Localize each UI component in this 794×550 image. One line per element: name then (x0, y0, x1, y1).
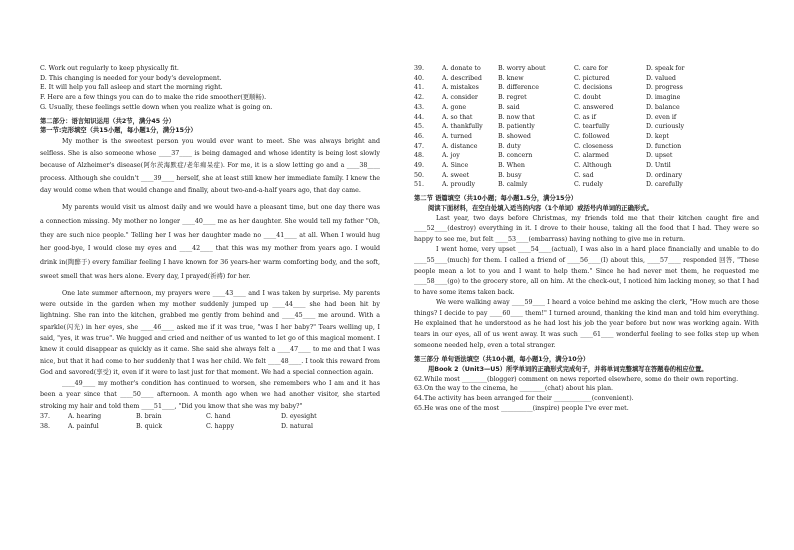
cloze-paragraph-4: ____49____ my mother's condition has continued to worsen, she remembers who I am and it has been a year since that ____50____ afternoon. A month ago when we had another visitor, she started stroking my hair and told them ____51____, "Did you know that she was my baby?" (40, 380, 380, 410)
grammar-item-65: 65.He was one of the most __________(inspire) people I've ever met. (414, 404, 629, 412)
passage-paragraph-2: I went home, very upset ____54____(actual), I was also in a hard place financially and unable to do ____55____(much) for them. I called a friend of ____56____(I) about this, ____57____ responded 回答, "These people mean a lot to you and I want to help them." Since he had never met them, he requested me ____58____(go) to the grocery store, all on him. At the check-out, I noticed him lacking money, so that I had to have some items taken back. (414, 246, 759, 296)
section2-instruction: 阅读下面材料，在空白处填入适当的内容（1个单词）或括号内单词的正确形式。 (428, 204, 653, 212)
passage-paragraph-3: We were walking away ____59____ I heard a voice behind me asking the clerk, "How much are those things? I decide to pay ____60____ them!" I turned around, thanking the kind man and told him everything. He explained that he understood as he had lost his job the year before but now was working again. With tears in our eyes, all of us went away. It was such ____61____ wonderful feeling to see folks step up when someone needed help, even a total stranger. (414, 299, 759, 349)
options-row-39: 39. A. donate to B. worry about C. care for D. speak for (414, 65, 685, 72)
option-c-line: C. Work out regularly to keep physically fit. (40, 65, 179, 72)
options-row-45: 45. A. thankfully B. patiently C. tearfully D. curiously (414, 123, 685, 131)
options-row-44: 44. A. so that B. now that C. as if D. even if (414, 113, 677, 121)
option-d-line: D. This changing is needed for your body's development. (40, 74, 222, 82)
options-row-46: 46. A. turned B. showed C. followed D. kept (414, 132, 669, 140)
cloze-paragraph-2: My parents would visit us almost daily and we would have a pleasant time, but one day there was a connection missing. My mother no longer ____40____ me as her daughter. She would tell my father "Oh, they are such nice people." Telling her I was her daughter made no ____41____ at all. When I would hug her good-bye, I would close my eyes and ____42____ that this was my mother from years ago. I would drink in(陶醉于) every familiar feeling I have known for 36 years-her warm comforting body, and the soft, sweet smell that was hers alone. Every day, I prayed(祈祷) for her. (40, 203, 380, 280)
option-f-line: F. Here are a few things you can do to make the ride smoother(更顺畅). (40, 94, 267, 102)
options-row-41: 41. A. mistakes B. difference C. decisions D. progress (414, 84, 683, 92)
part2-title: 第二部分：语言知识运用（共2节，满分45 分） (40, 117, 175, 125)
passage-paragraph-1: Last year, two days before Christmas, my friends told me that their kitchen caught fire and ____52____(destroy) everything in it. I drove to their house, taking all the food that I had. They were so happy to see me, but felt ____53____(embarrass) having nothing to give me in return. (414, 214, 759, 243)
grammar-item-64: 64.The activity has been arranged for their ____________(convenient). (414, 395, 634, 403)
grammar-item-63: 63.On the way to the cinema, he ________(chat) about his plan. (414, 385, 614, 393)
options-row-42: 42. A. consider B. regret C. doubt D. imagine (414, 94, 681, 102)
options-row-51: 51. A. proudly B. calmly C. rudely D. carefully (414, 181, 683, 189)
part3-instruction: 用Book 2（Unit3—U5）所学单词的正确形式完成句子，并将单词完整填写在答题卷的相应位置。 (428, 365, 708, 373)
options-row-43: 43. A. gone B. said C. answered D. balance (414, 103, 680, 111)
options-row-40: 40. A. described B. knew C. pictured D. valued (414, 74, 676, 82)
left-column (40, 64, 380, 431)
options-row-50: 50. A. sweet B. busy C. sad D. ordinary (414, 171, 683, 179)
cloze-paragraph-1: My mother is the sweetest person you would ever want to meet. She was always bright and selfless. She is also someone whose ____37____ is being damaged and whose identity is being lost slowly because of Alzheimer's disease(阿尔茨海默症/老年痴呆症). For me, it is a slow letting go and a ____38____ process. Although she couldn't ____39____ herself, she at least still knew her immediate family. I knew the day would come when that would change and finally, about two-and-a-half years ago, that day came. (40, 137, 380, 194)
right-column (414, 64, 759, 413)
cloze-paragraph-3: One late summer afternoon, my prayers were ____43____ and I was taken by surprise. My parents were outside in the garden when my mother suddenly jumped up ____44____ she had been hit by lightning. She ran into the kitchen, grabbed me gently from behind and ____45____ me around. With a sparkle(闪光) in her eyes, she ____46____ asked me if it was true, "was I her baby?" Tears welling up, I said, "yes, it was true". We hugged and cried and neither of us wanted to let go of this magical moment. I knew it could disappear as quickly as it came. She said she always felt a ____47____ to me and that I was nice, but that it had come to her suddenly that I was her child. We felt ____48____. I took this reward from God and savored(享受) it, even if it were to last just for that moment. We had a special connection again. (40, 289, 380, 376)
options-list (414, 64, 759, 190)
options-row-47: 47. A. distance B. duty C. closeness D. function (414, 142, 682, 150)
grammar-item-62: 62.While most ________(blogger) comment on news reported elsewhere, some do their own reporting. (414, 375, 739, 383)
options-row-48: 48. A. joy B. concern C. alarmed D. upset (414, 152, 673, 160)
options-row-37: 37. A. hearing B. brain C. hand D. eyesight (40, 412, 317, 420)
part3-title: 第三部分 单句语法填空（共10小题，每小题1分，满分10分） (414, 356, 590, 364)
options-row-38: 38. A. painful B. quick C. happy D. natural (40, 422, 314, 430)
options-row-49: 49. A. Since B. When C. Although D. Until (414, 162, 671, 170)
option-e-line: E. It will help you fall asleep and start the morning right. (40, 84, 223, 92)
section1-title: 第一节:完形填空（共15小题，每小题1分，满分15分） (40, 127, 197, 135)
option-g-line: G. Usually, these feelings settle down when you realize what is going on. (40, 103, 273, 111)
section2-title: 第二节 语篇填空（共10小题；每小题1.5分，满分15分） (414, 195, 578, 203)
